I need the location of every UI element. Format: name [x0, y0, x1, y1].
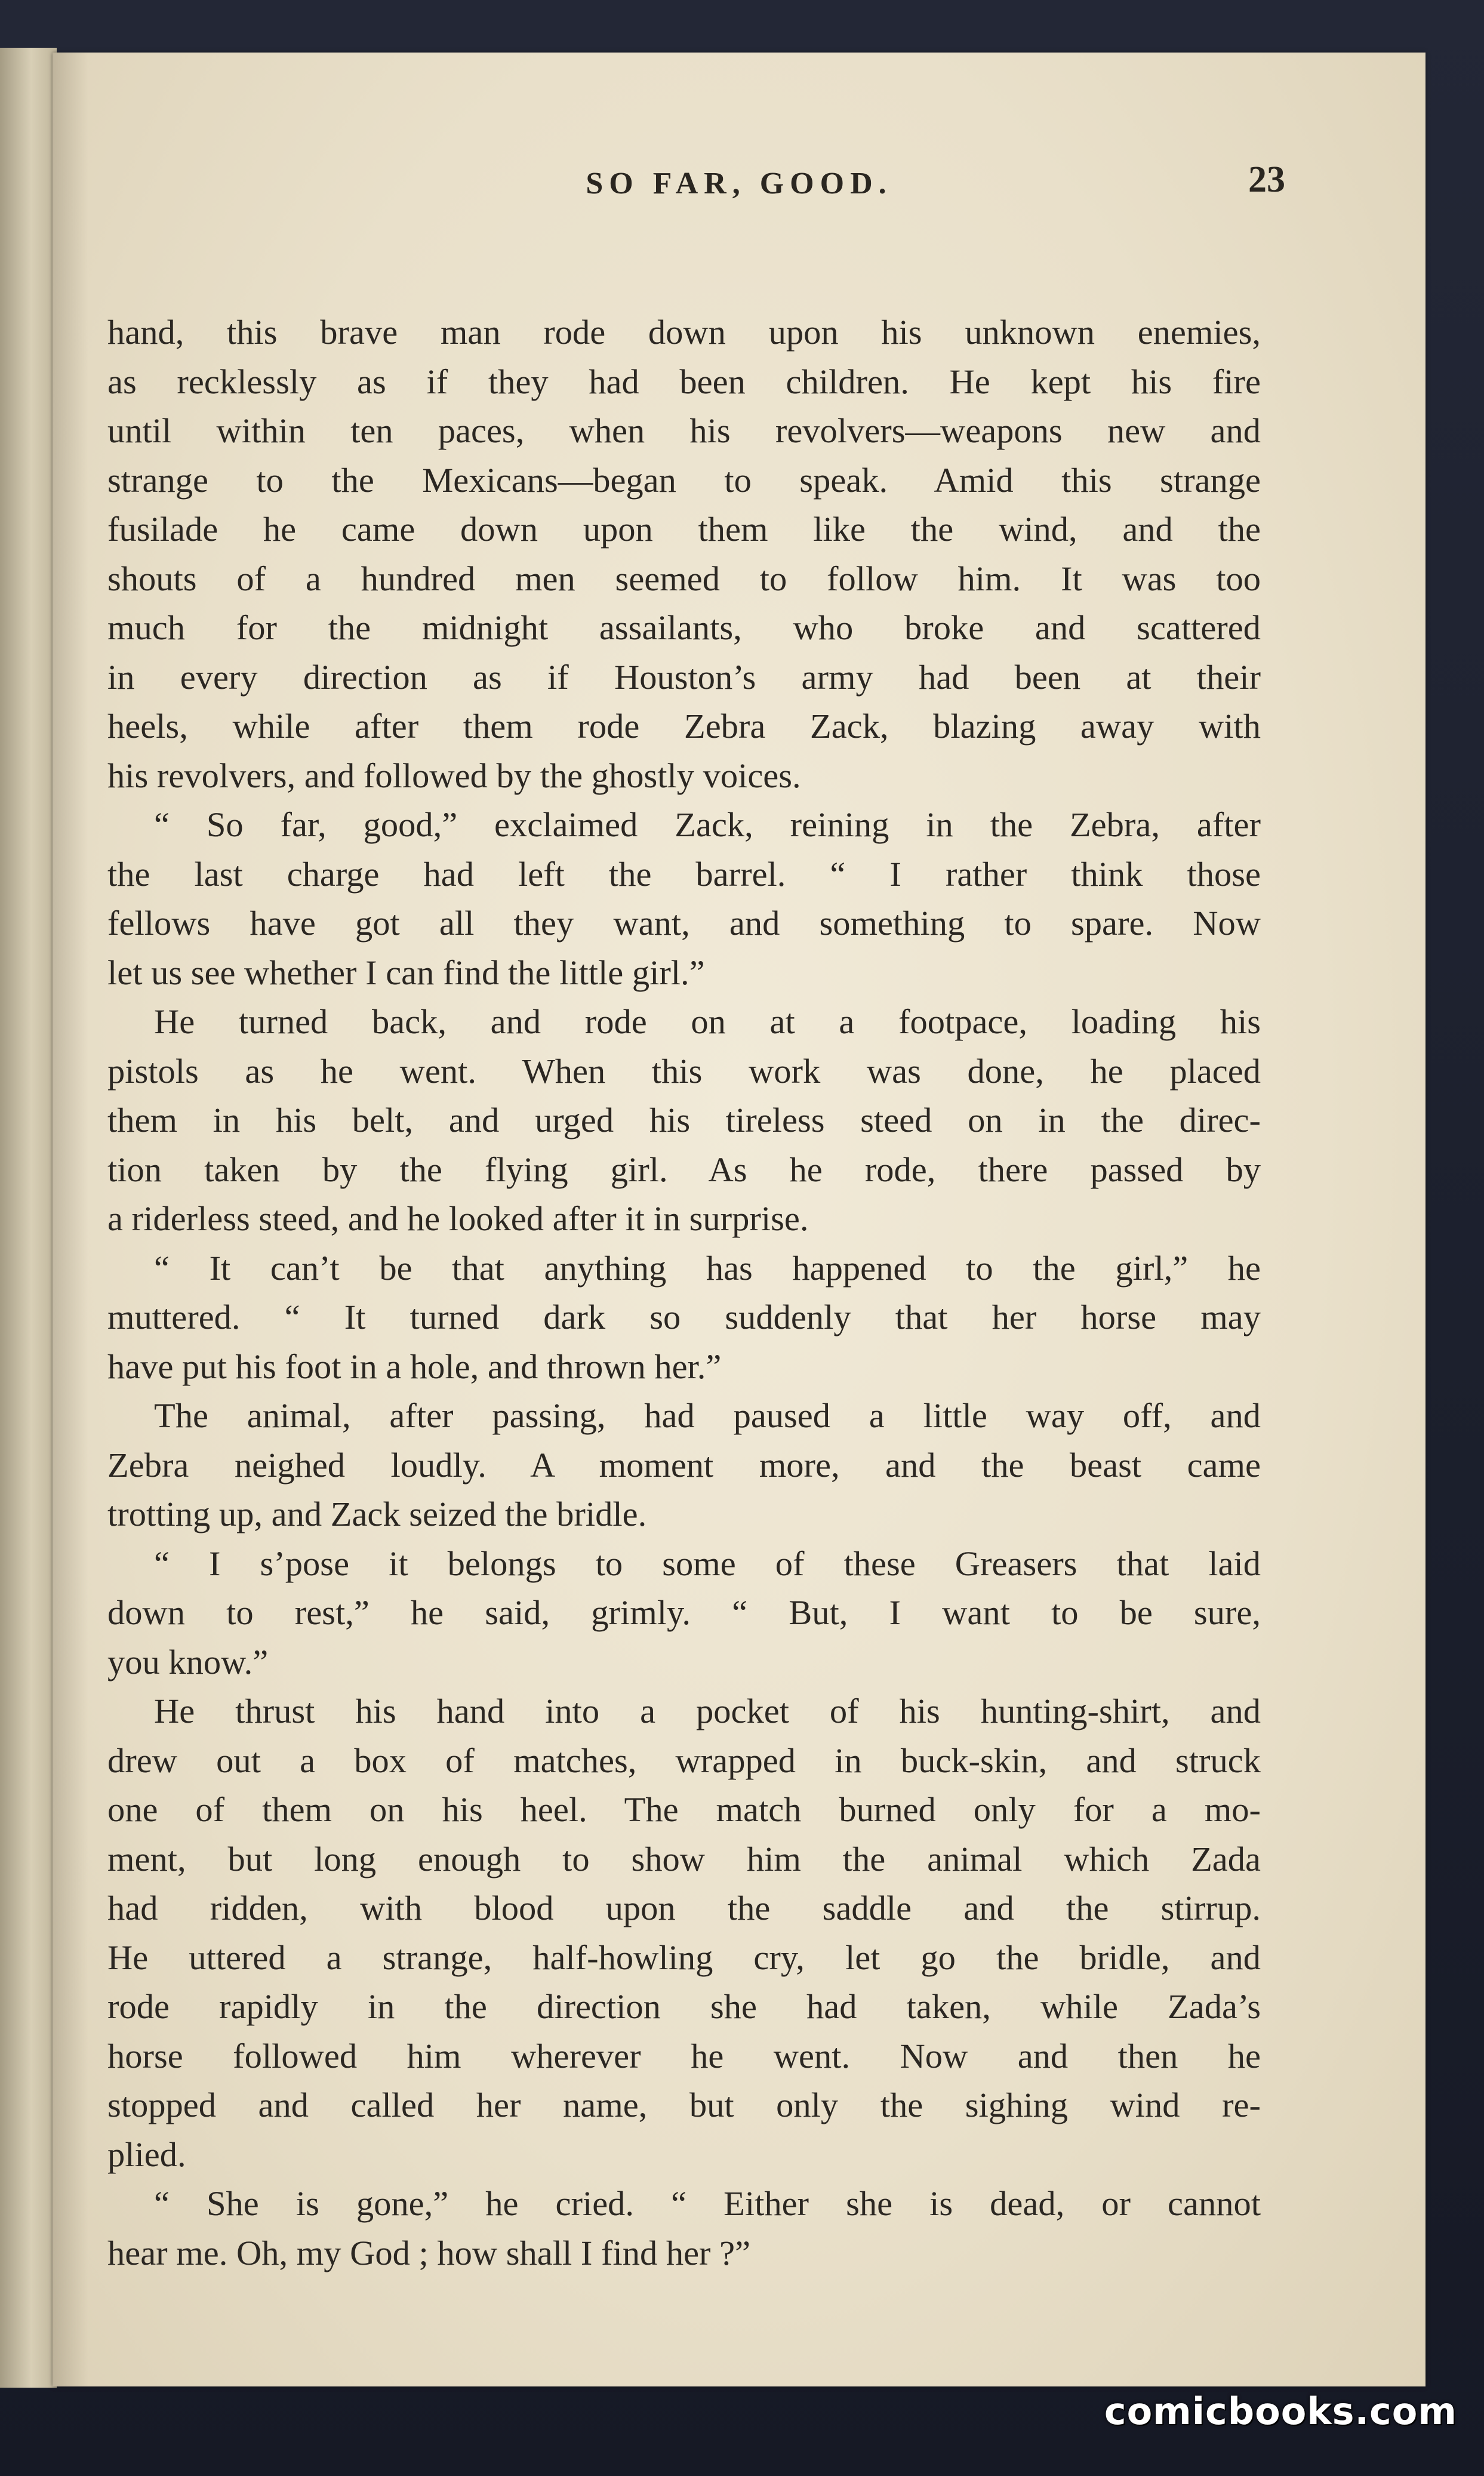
- text-line: had ridden, with blood upon the saddle and the stirrup.: [107, 1889, 1261, 1927]
- text-line: muttered. “ It turned dark so suddenly that her horse may: [107, 1298, 1261, 1336]
- text-line: “ I s’pose it belongs to some of these Greasers that laid: [154, 1544, 1261, 1583]
- text-line: until within ten paces, when his revolvers—weapons new and: [107, 411, 1261, 450]
- book-page: [53, 53, 1425, 2386]
- text-line: have put his foot in a hole, and thrown her.”: [107, 1347, 722, 1386]
- text-line: hear me. Oh, my God ; how shall I find her ?”: [107, 2233, 751, 2272]
- text-line: “ She is gone,” he cried. “ Either she is dead, or cannot: [154, 2184, 1261, 2223]
- text-line: trotting up, and Zack seized the bridle.: [107, 1495, 647, 1533]
- text-line: the last charge had left the barrel. “ I rather think those: [107, 854, 1261, 894]
- text-line: in every direction as if Houston’s army had been at their: [107, 657, 1261, 697]
- text-line: He uttered a strange, half-howling cry, let go the bridle, and: [107, 1938, 1261, 1977]
- text-line: shouts of a hundred men seemed to follow him. It was too: [107, 559, 1261, 598]
- text-line: “ It can’t be that anything has happened to the girl,” he: [154, 1248, 1261, 1288]
- text-line: fusilade he came down upon them like the wind, and the: [107, 510, 1261, 549]
- text-line: drew out a box of matches, wrapped in buck-skin, and struck: [107, 1741, 1261, 1780]
- text-line: fellows have got all they want, and something to spare. Now: [107, 904, 1261, 943]
- text-line: Zebra neighed loudly. A moment more, and the beast came: [107, 1445, 1261, 1485]
- text-line: rode rapidly in the direction she had taken, while Zada’s: [107, 1987, 1261, 2026]
- text-line: down to rest,” he said, grimly. “ But, I want to be sure,: [107, 1593, 1261, 1632]
- text-line: them in his belt, and urged his tireless steed on in the direc-: [107, 1101, 1261, 1140]
- text-line: one of them on his heel. The match burned only for a mo-: [107, 1790, 1261, 1829]
- page-number: 23: [1248, 159, 1285, 200]
- text-line: horse followed him wherever he went. Now and then he: [107, 2036, 1261, 2075]
- text-line: pistols as he went. When this work was done, he placed: [107, 1051, 1261, 1091]
- text-line: “ So far, good,” exclaimed Zack, reining in the Zebra, after: [154, 805, 1261, 844]
- body-text: [107, 308, 1261, 2278]
- text-line: ment, but long enough to show him the animal which Zada: [107, 1839, 1261, 1878]
- text-line: tion taken by the flying girl. As he rode, there passed by: [107, 1150, 1261, 1189]
- text-line: He thrust his hand into a pocket of his hunting-shirt, and: [154, 1692, 1261, 1730]
- text-line: you know.”: [107, 1642, 269, 1682]
- text-line: He turned back, and rode on at a footpace, loading his: [154, 1002, 1261, 1041]
- book-page-edge: [0, 48, 57, 2388]
- text-line: heels, while after them rode Zebra Zack, blazing away with: [107, 707, 1261, 746]
- text-line: much for the midnight assailants, who broke and scattered: [107, 608, 1261, 647]
- text-line: as recklessly as if they had been children. He kept his fire: [107, 362, 1261, 401]
- text-line: The animal, after passing, had paused a little way off, and: [154, 1396, 1261, 1435]
- text-line: stopped and called her name, but only the sighing wind re-: [107, 2086, 1261, 2124]
- text-line: his revolvers, and followed by the ghostly voices.: [107, 756, 801, 795]
- text-line: strange to the Mexicans—began to speak. Amid this strange: [107, 460, 1261, 500]
- text-line: hand, this brave man rode down upon his unknown enemies,: [107, 313, 1261, 352]
- text-line: let us see whether I can find the little girl.”: [107, 953, 705, 992]
- running-head: SO FAR, GOOD.: [586, 167, 892, 201]
- source-watermark: comicbooks.com: [1104, 2389, 1457, 2433]
- text-line: a riderless steed, and he looked after it in surprise.: [107, 1199, 809, 1238]
- text-line: plied.: [107, 2135, 186, 2174]
